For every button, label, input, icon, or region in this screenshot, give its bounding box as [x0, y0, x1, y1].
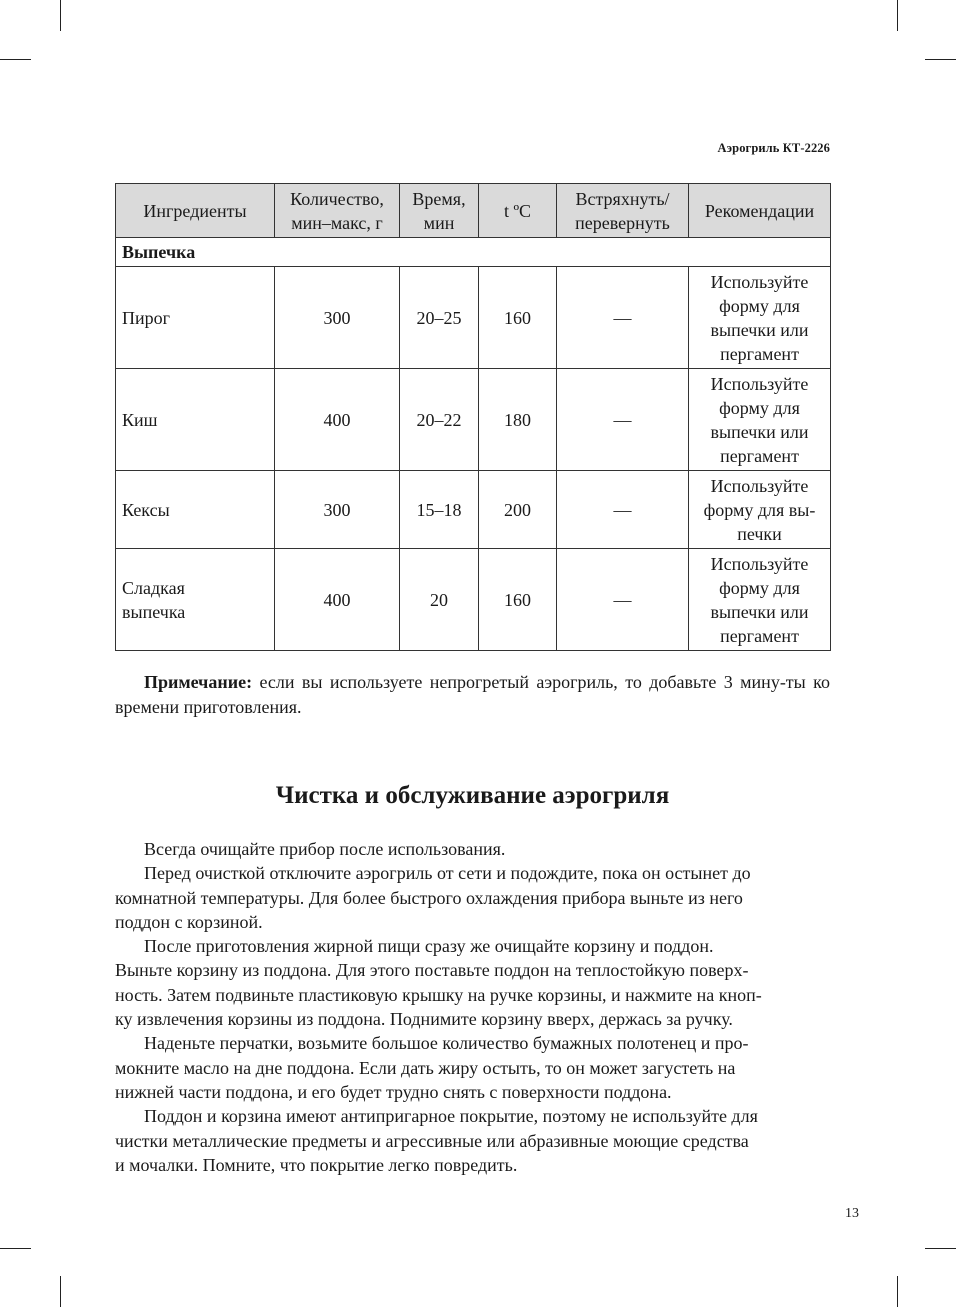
note-label: Примечание: [144, 672, 253, 692]
cell-name: Кексы [116, 471, 275, 549]
header-time: Время, мин [400, 184, 479, 238]
cell-name: Киш [116, 369, 275, 471]
header-recommendations: Рекомендации [689, 184, 831, 238]
cell-amount: 400 [275, 369, 400, 471]
crop-mark-top-right-h [925, 59, 956, 60]
table-row [116, 549, 831, 651]
cell-temp: 180 [479, 369, 557, 471]
table-row [116, 369, 831, 471]
section-heading: Чистка и обслуживание аэрогриля [275, 782, 670, 809]
cell-temp: 160 [479, 549, 557, 651]
crop-mark-top-right [897, 0, 898, 31]
note-text: если вы используете непрогретый аэрогриль, то добавьте 3 мину-ты ко времени приготовления. [115, 672, 830, 717]
cell-name: Пирог [116, 267, 275, 369]
cell-name: Сладкая выпечка [116, 549, 275, 651]
page-number: 13 [845, 1206, 859, 1221]
header-shake: Встряхнуть/ перевернуть [557, 184, 689, 238]
cell-time: 20 [400, 549, 479, 651]
cooking-table [115, 183, 831, 651]
cell-recommendation: Используйте форму для выпечки или пергамент [689, 267, 831, 369]
note-paragraph [115, 670, 830, 720]
running-header: Аэрогриль КТ-2226 [717, 141, 830, 155]
cell-shake: — [557, 471, 689, 549]
table-section-row [116, 238, 831, 267]
crop-mark-top-left-h [0, 59, 31, 60]
header-amount: Количество, мин–макс, г [275, 184, 400, 238]
paragraph: Поддон и корзина имеют антипригарное покрытие, поэтому не используйте для чистки металлические предметы и агрессивные или абразивные моющие средства и мочалки. Помните, что покрытие легко повредить. [115, 1106, 758, 1175]
cell-recommendation: Используйте форму для выпечки или пергамент [689, 369, 831, 471]
crop-mark-bottom-right [897, 1276, 898, 1307]
cell-temp: 200 [479, 471, 557, 549]
cell-shake: — [557, 369, 689, 471]
table-row [116, 267, 831, 369]
header-temperature: t ºC [479, 184, 557, 238]
paragraph: Всегда очищайте прибор после использования. [144, 839, 506, 859]
cell-amount: 300 [275, 267, 400, 369]
cell-amount: 300 [275, 471, 400, 549]
cell-temp: 160 [479, 267, 557, 369]
cell-shake: — [557, 267, 689, 369]
cleaning-instructions [115, 837, 830, 1177]
crop-mark-bottom-left [60, 1276, 61, 1307]
table-header-row [116, 184, 831, 238]
cell-recommendation: Используйте форму для вы- печки [689, 471, 831, 549]
cell-time: 20–22 [400, 369, 479, 471]
cell-time: 20–25 [400, 267, 479, 369]
cell-time: 15–18 [400, 471, 479, 549]
header-ingredients: Ингредиенты [116, 184, 275, 238]
crop-mark-bottom-left-h [0, 1248, 31, 1249]
paragraph: Наденьте перчатки, возьмите большое количество бумажных полотенец и про- мокните масло на дне поддона. Если дать жиру остыть, то он может загустеть на нижней части поддона, и его будет трудно снять с поверхности поддона. [115, 1033, 749, 1102]
crop-mark-bottom-right-h [925, 1248, 956, 1249]
cell-shake: — [557, 549, 689, 651]
crop-mark-top-left [60, 0, 61, 31]
table-row [116, 471, 831, 549]
cell-amount: 400 [275, 549, 400, 651]
paragraph: Перед очисткой отключите аэрогриль от сети и подождите, пока он остынет до комнатной температуры. Для более быстрого охлаждения прибора выньте из него поддон с корзиной. [115, 863, 751, 932]
paragraph: После приготовления жирной пищи сразу же очищайте корзину и поддон. Выньте корзину из поддона. Для этого поставьте поддон на теплостойкую поверх- ность. Затем подвиньте пластиковую крышку на ручке корзины, и нажмите на кноп- ку извлечения корзины из поддона. Поднимите корзину вверх, держась за ручку. [115, 936, 762, 1030]
section-label: Выпечка [116, 238, 831, 267]
cell-recommendation: Используйте форму для выпечки или пергамент [689, 549, 831, 651]
